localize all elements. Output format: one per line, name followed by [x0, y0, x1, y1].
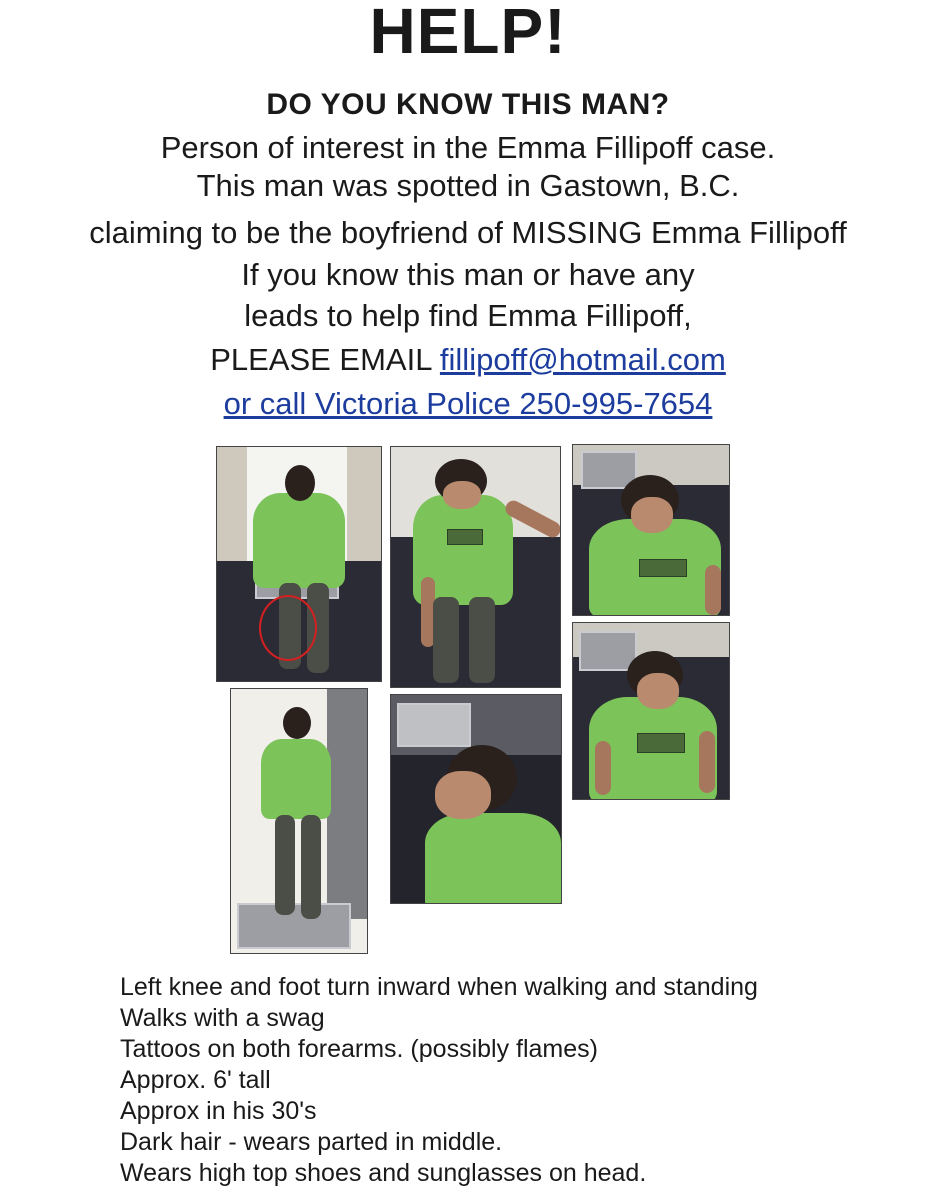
trait-tattoos: Tattoos on both forearms. (possibly flames) — [120, 1035, 598, 1063]
trait-gait: Left knee and foot turn inward when walking and standing — [120, 973, 758, 1001]
body-line-4: If you know this man or have any — [241, 257, 695, 292]
knee-marker-circle — [259, 595, 317, 661]
description-list — [120, 972, 758, 1189]
surveillance-photo-2 — [390, 446, 561, 688]
surveillance-photo-5 — [230, 688, 368, 954]
trait-attire: Wears high top shoes and sunglasses on head. — [120, 1159, 647, 1187]
email-link[interactable]: fillipoff@hotmail.com — [439, 342, 726, 377]
trait-age: Approx in his 30's — [120, 1097, 317, 1125]
surveillance-photo-4 — [572, 622, 730, 800]
trait-height: Approx. 6' tall — [120, 1066, 271, 1094]
trait-hair: Dark hair - wears parted in middle. — [120, 1128, 503, 1156]
police-phone-link[interactable]: or call Victoria Police 250-995-7654 — [223, 386, 713, 421]
surveillance-photo-6 — [390, 694, 562, 904]
surveillance-photo-1 — [216, 446, 382, 682]
body-line-2: This man was spotted in Gastown, B.C. — [196, 168, 740, 203]
police-line — [0, 386, 936, 422]
headline: HELP! — [369, 0, 567, 67]
body-line-3: claiming to be the boyfriend of MISSING Emma Fillipoff — [89, 215, 847, 250]
trait-walk: Walks with a swag — [120, 1004, 325, 1032]
email-prefix: PLEASE EMAIL — [210, 342, 440, 377]
subheadline: DO YOU KNOW THIS MAN? — [266, 88, 670, 121]
body-line-1: Person of interest in the Emma Fillipoff case. — [160, 130, 776, 165]
email-line — [0, 342, 936, 378]
surveillance-photo-3 — [572, 444, 730, 616]
body-line-5: leads to help find Emma Fillipoff, — [244, 298, 692, 333]
